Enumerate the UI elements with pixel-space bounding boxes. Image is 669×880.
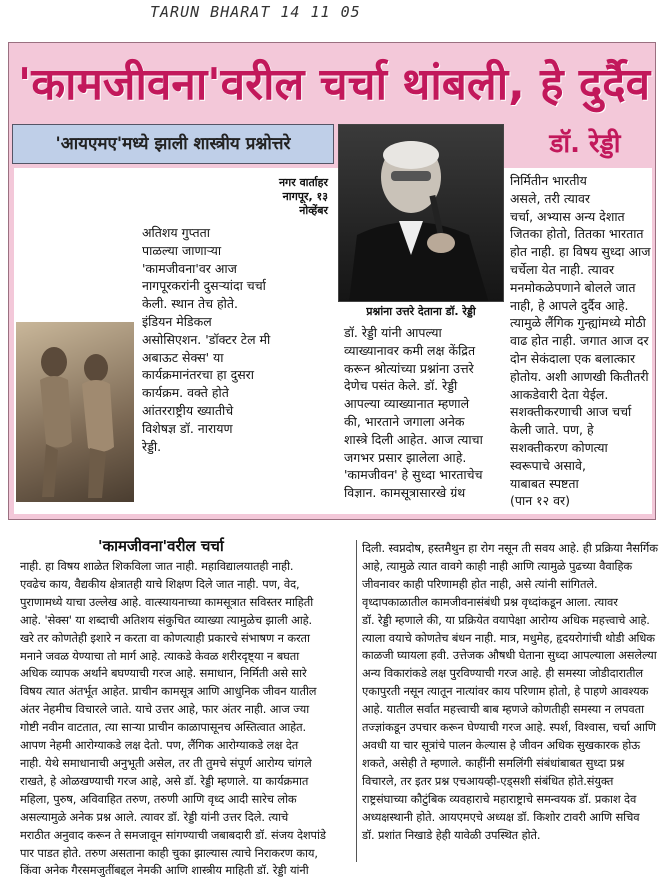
handwritten-masthead-note: TARUN BHARAT 14 11 05 bbox=[150, 3, 361, 21]
column-1-line: नागपूरकरांनी दुसऱ्यांदा चर्चा bbox=[142, 278, 266, 294]
continuation-right-line: तज्ज्ञांकडून उपचार करून घेण्याची गरज आहे. स्पर्श, विश्वास, चर्चा आणि bbox=[362, 720, 656, 735]
headline: 'कामजीवना'वरील चर्चा थांबली, हे दुर्दैव bbox=[17, 59, 651, 110]
speaker-portrait-icon bbox=[339, 125, 504, 302]
column-3-line: त्यामुळे लैंगिक गुन्ह्यांमध्ये मोठी bbox=[510, 315, 646, 331]
continuation-title: 'कामजीवना'वरील चर्चा bbox=[98, 537, 224, 555]
column-2-line: देणेच पसंत केले. डॉ. रेड्डी bbox=[344, 378, 458, 394]
column-3-line: दोन सेकंदाला एक बलात्कार bbox=[510, 350, 636, 366]
column-2-line: शास्त्रे दिली आहेत. आज त्याचा bbox=[344, 431, 483, 447]
column-3-line: जितका होतो, तितका भारतात bbox=[510, 226, 644, 242]
continuation-right-line: डॉ. रेड्डी म्हणाले की, या प्रक्रियेत वयापेक्षा आरोग्य अधिक महत्त्वाचे आहे. bbox=[362, 612, 650, 627]
continuation-right-line: एकापुरती नसून त्यातून नात्यांवर काय परिणाम होतो, हे पाहणे आवश्यक bbox=[362, 684, 649, 699]
column-3-line: निर्मितीन भारतीय bbox=[510, 173, 587, 188]
article-column-2 bbox=[344, 324, 483, 502]
column-1-line: कार्यक्रम. वक्ते होते bbox=[142, 385, 229, 401]
continuation-right-column bbox=[362, 540, 658, 844]
column-3-line: वाढ होत नाही. जगात आज दर bbox=[510, 333, 649, 349]
continuation-right-line: जीवनावर काही परिणामही होत नाही, असे त्यांनी सांगितले. bbox=[362, 576, 598, 591]
article-column-3 bbox=[510, 172, 651, 510]
dateline bbox=[198, 176, 328, 218]
continuation-right-line: आहे. यातील सर्वात महत्त्वाची बाब म्हणजे कोणतीही समस्या न लपवता bbox=[362, 702, 644, 717]
column-3-line: चर्चेला येत नाही. त्यावर bbox=[510, 261, 615, 277]
continuation-right-line: विचारले, तर इतर प्रश्न एचआयव्ही-एड्सशी संबंधित होते.संयुक्त bbox=[362, 773, 614, 788]
dateline-reporter: नगर वार्ताहर bbox=[278, 176, 328, 189]
continuation-right-line: दिली. स्वप्नदोष, हस्तमैथुन हा रोग नसून ती सवय आहे. ही प्रक्रिया नैसर्गिक bbox=[362, 541, 658, 555]
continuation-left-line: आपण नेहमी आरोग्याकडे लक्ष देतो. पण, लैंगिक आरोग्याकडे लक्ष देत bbox=[20, 738, 299, 753]
dateline-date: नोव्हेंबर bbox=[299, 204, 328, 217]
column-2-line: डॉ. रेड्डी यांनी आपल्या bbox=[344, 325, 442, 340]
sculpture-figures-icon bbox=[16, 322, 134, 502]
continuation-right-line: डॉ. प्रशांत निखाडे हेही यावेळी उपस्थित होते. bbox=[362, 827, 541, 842]
column-3-line: नाही, हे आपले दुर्दैव आहे. bbox=[510, 297, 629, 313]
continuation-left-line: विषय त्यात अंतर्भूत आहेत. प्राचीन कामसूत्र आणि आधुनिक जीवन यातील bbox=[20, 684, 317, 699]
continuation-left-line: पार पाडत होते. तरुण असताना काही चुका झाल्यास त्याचे निराकरण काय, bbox=[20, 845, 318, 860]
column-1-line: 'कामजीवना'वर आज bbox=[142, 260, 237, 276]
continuation-left-line: असल्यामुळे अनेक प्रश्न आले. त्यावर डॉ. रेड्डी यांनी उत्तर दिले. त्याचे bbox=[20, 809, 289, 824]
continuation-left-line: आहे. 'सेक्स' या शब्दाची अतिशय संकुचित व्याख्या त्यामुळेच झाली आहे. bbox=[20, 612, 313, 627]
column-1-line: अतिशय गुप्तता bbox=[142, 225, 211, 240]
dateline-place: नागपूर, १३ bbox=[282, 190, 328, 203]
continuation-left-line: गोष्टी नवीन वाटतात, त्या साऱ्या प्राचीन काळापासूनच अस्तित्वात आहेत. bbox=[20, 720, 307, 735]
column-1-line: कार्यक्रमानंतरचा हा दुसरा bbox=[142, 367, 255, 383]
continuation-left-line: नाही. येथे समाधानाची अनुभूती असेल, तर ती तुमचे संपूर्ण आरोग्य चांगले bbox=[20, 755, 312, 770]
photo-caption: प्रश्नांना उत्तरे देताना डॉ. रेड्डी bbox=[366, 305, 476, 318]
column-3-line: चर्चा, अभ्यास अन्य देशात bbox=[510, 208, 625, 224]
continuation-left-line: महिला, पुरुष, अविवाहित तरुण, तरुणी आणि वृध्द आदी सारेच लोक bbox=[20, 791, 297, 806]
column-3-line: केली जाते. पण, हे bbox=[510, 422, 594, 438]
column-3-line: सशक्तीकरणाची आज चर्चा bbox=[510, 404, 632, 420]
continuation-right-line: राष्ट्रसंघाच्या कौटुंबिक व्यवहाराचे महाराष्ट्राचे समन्वयक डॉ. प्रकाश देव bbox=[362, 791, 637, 806]
column-3-line: असले, तरी त्यावर bbox=[510, 190, 591, 206]
column-1-line: रेड्डी. bbox=[142, 438, 162, 454]
column-1-line: अबाऊट सेक्स' या bbox=[142, 349, 224, 365]
continuation-left-line: खरे तर कोणतेही इशारे न करता वा कोणत्याही प्रकारचे संभाषण न करता bbox=[20, 630, 310, 645]
column-3-line: याबाबत स्पष्टता bbox=[510, 475, 579, 491]
column-2-line: व्याख्यानावर कमी लक्ष केंद्रित bbox=[344, 342, 476, 358]
column-1-line: असोसिएशन. 'डॉक्टर टेल मी bbox=[142, 331, 271, 347]
column-3-line: आकडेवारी देता येईल. bbox=[510, 386, 609, 402]
continuation-left-line: किंवा अनेक गैरसमजुतींबद्दल नेमकी आणि शास्त्रीय माहिती डॉ. रेड्डी यांनी bbox=[20, 863, 309, 878]
column-3-line: स्वरूपाचे असावे, bbox=[510, 457, 586, 473]
column-3-line: (पान १२ वर) bbox=[510, 493, 571, 509]
column-1-line: पाळल्या जाणाऱ्या bbox=[142, 242, 222, 258]
continuation-left-line: मराठीत अनुवाद करून ते समजावून सांगण्याची जबाबदारी डॉ. संजय देशपांडे bbox=[20, 827, 326, 842]
continuation-right-line: त्याला वयाचे कोणतेच बंधन नाही. मात्र, मधुमेह, हृदयरोगांची थोडी अधिक bbox=[362, 630, 655, 645]
sculpture-photo bbox=[16, 322, 134, 502]
column-2-line: विज्ञान. कामसूत्रासारखे ग्रंथ bbox=[344, 485, 466, 501]
speaker-photo bbox=[338, 124, 504, 302]
continuation-left-line: राखते, हे ओळखण्याची गरज आहे, असे डॉ. रेड्डी म्हणाले. या कार्यक्रमात bbox=[20, 773, 309, 788]
continuation-left-line: अंतर नेहमीच विचारले जाते. याचे उत्तर आहे, फार अंतर नाही. आज ज्या bbox=[20, 702, 310, 717]
continuation-right-line: काळजी घ्यायला हवी. उत्तेजक औषधी घेताना सुध्दा आपल्याला असलेल्या bbox=[362, 648, 657, 663]
column-2-line: जगभर प्रसार झालेला आहे. bbox=[344, 449, 467, 465]
continuation-right-line: आहे, त्यामुळे त्यात वावगे काही नाही आणि त्यामुळे पुढच्या वैवाहिक bbox=[362, 558, 633, 573]
continuation-left-line: एवढेच काय, वैद्यकीय क्षेत्रातही याचे शिक्षण दिले जात नाही. पण, वेद, bbox=[20, 576, 300, 591]
subheadline: 'आयएमए'मध्ये झाली शास्त्रीय प्रश्नोत्तरे bbox=[12, 124, 334, 164]
continuation-right-line: अन्य विकारांकडे लक्ष पुरविण्याची गरज आहे. ही समस्या जोडीदारातील bbox=[362, 666, 643, 681]
author-name: डॉ. रेड्डी bbox=[518, 124, 652, 164]
column-1-line: इंडियन मेडिकल bbox=[142, 313, 212, 329]
continuation-left-line: पुराणामध्ये याचा उल्लेख आहे. वात्स्यायनाच्या कामसूत्रात सविस्तर माहिती bbox=[20, 594, 314, 609]
continuation-right-line: वृध्दापकाळातील कामजीवनासंबंधी प्रश्न वृध्दांकडून आला. त्यावर bbox=[362, 594, 618, 609]
column-divider bbox=[356, 540, 357, 862]
column-1-line: विशेषज्ञ डॉ. नारायण bbox=[142, 420, 233, 436]
continuation-left-line: मनाने जवळ येण्याचा तो मार्ग आहे. त्याकडे केवळ शरीरदृष्ट्या न बघता bbox=[20, 648, 300, 663]
column-3-line: होत नाही. हा विषय सुध्दा आज bbox=[510, 244, 651, 260]
continuation-right-line: अध्यक्षस्थानी होते. आयएमएचे अध्यक्ष डॉ. किशोर टावरी आणि सचिव bbox=[362, 809, 640, 824]
continuation-left-line: नाही. हा विषय शाळेत शिकविला जात नाही. महाविद्यालयातही नाही. bbox=[20, 559, 294, 573]
column-2-line: की, भारताने जगाला अनेक bbox=[344, 413, 465, 429]
continuation-left-line: अधिक व्यापक अर्थाने बघण्याची गरज आहे. समाधान, निर्मिती असे सारे bbox=[20, 666, 307, 681]
column-2-line: आपल्या व्याख्यानात म्हणाले bbox=[344, 396, 470, 412]
continuation-left-column bbox=[20, 558, 326, 880]
continuation-right-line: शकते, असेही ते म्हणाले. काहींनी समलिंगी संबंधांबाबत सुध्दा प्रश्न bbox=[362, 755, 625, 770]
continuation-right-line: अवधी या चार सूत्रांचे पालन केल्यास हे जीवन अधिक सुखकारक होऊ bbox=[362, 737, 641, 752]
column-2-line: 'कामजीवन' हे सुध्दा भारताचेच bbox=[344, 467, 483, 483]
column-3-line: मनमोकळेपणाने बोलले जात bbox=[510, 279, 636, 295]
column-1-line: आंतरराष्ट्रीय ख्यातीचे bbox=[142, 402, 234, 418]
column-3-line: होतोय. अशी आणखी कितीतरी bbox=[510, 368, 649, 384]
column-3-line: सशक्तीकरण कोणत्या bbox=[510, 439, 608, 455]
column-1-line: केली. स्थान तेच होते. bbox=[142, 296, 239, 312]
article-column-1 bbox=[142, 224, 270, 455]
column-2-line: करून श्रोत्यांच्या प्रश्नांना उत्तरे bbox=[344, 360, 474, 376]
